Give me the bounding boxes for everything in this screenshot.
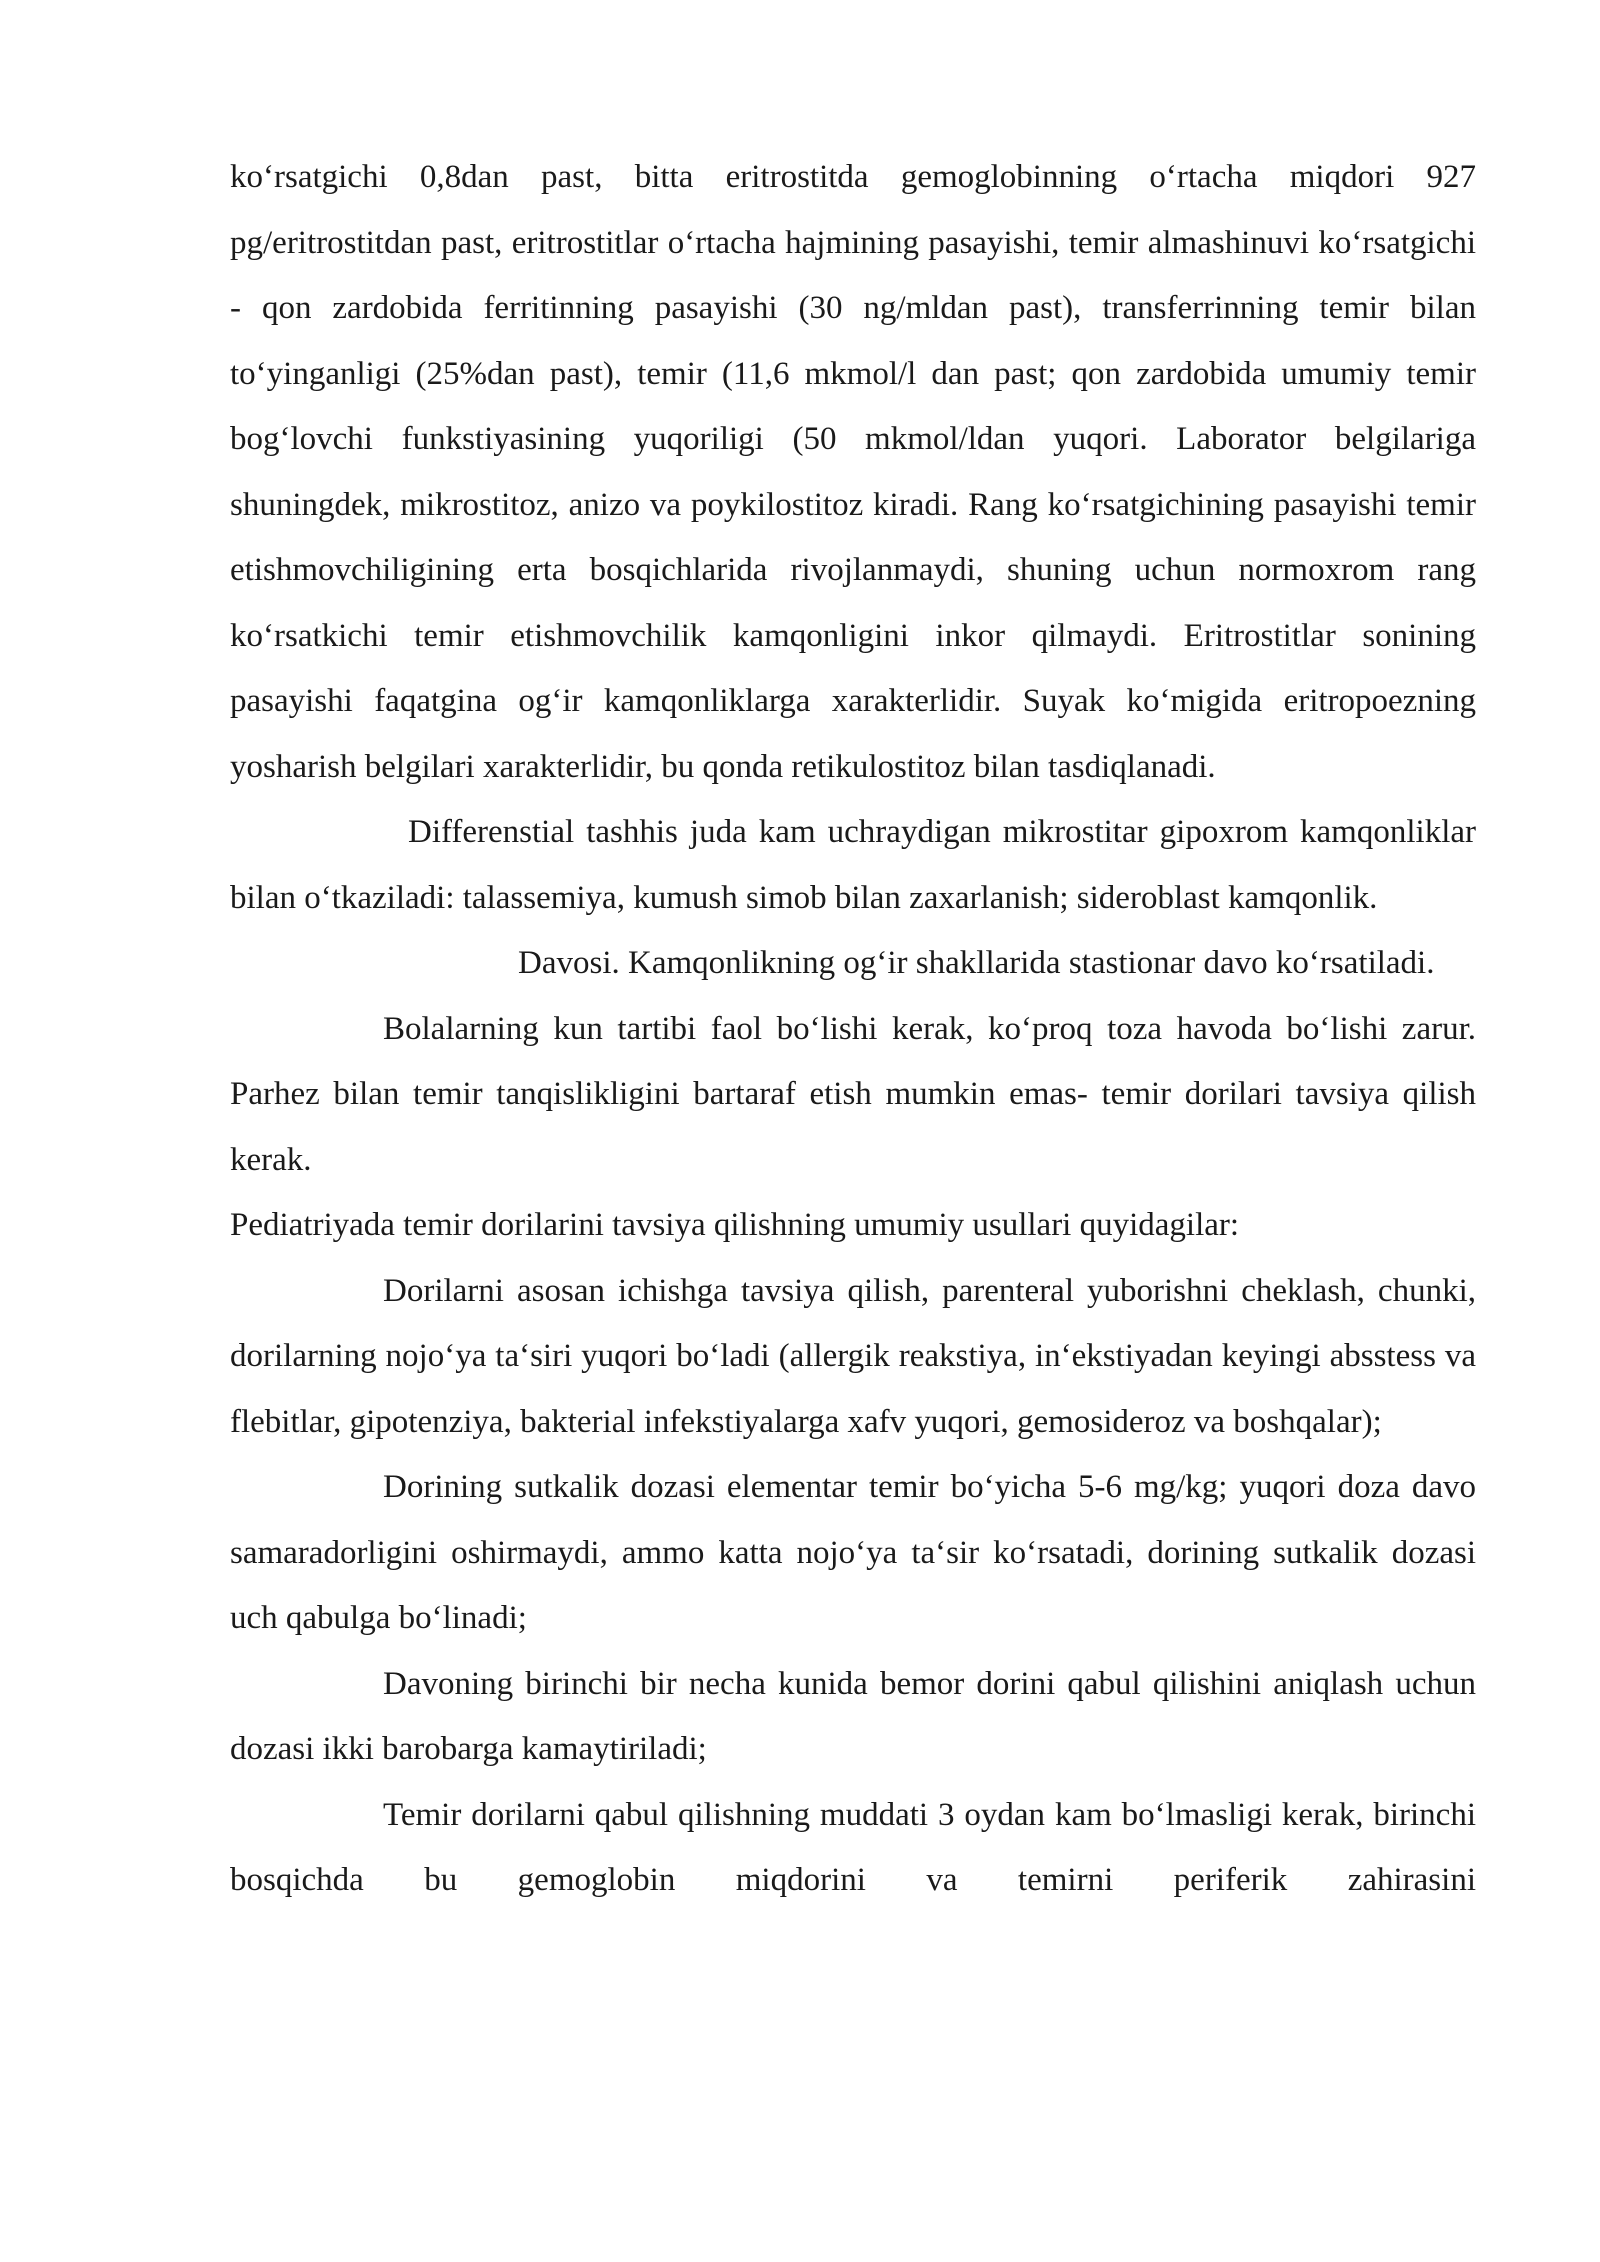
paragraph-regimen: Bolalarning kun tartibi faol bo‘lishi kerak, ko‘proq toza havoda bo‘lishi zarur. Parhez bilan temir tanqislikligini bartaraf etish mumkin emas- temir dorilari tavsiya qilish kerak. <box>230 1010 1476 1178</box>
paragraph-lab-findings: ko‘rsatgichi 0,8dan past, bitta eritrostitda gemoglobinning o‘rtacha miqdori 927 pg/eritrostitdan past, eritrostitlar o‘rtacha hajmining pasayishi, temir almashinuvi ko‘rsatgichi - qon zardobida ferritinning pasayishi (30 ng/mldan past), transferrinning temir bilan to‘yinganligi (25%dan past), temir (11,6 mkmol/l dan past; qon zardobida umumiy temir bog‘lovchi funkstiyasining yuqoriligi (50 mkmol/ldan yuqori. Laborator belgilariga shuningdek, mikrostitoz, anizo va poykilostitoz kiradi. Rang ko‘rsatgichining pasayishi temir etishmovchiligining erta bosqichlarida rivojlanmaydi, shuning uchun normoxrom rang ko‘rsatkichi temir etishmovchilik kamqonligini inkor qilmaydi. Eritrostitlar sonining pasayishi faqatgina og‘ir kamqonliklarga xarakterlidir. Suyak ko‘migida eritropoezning yosharish belgilari xarakterlidir, bu qonda retikulostitoz bilan tasdiqlanadi. <box>230 159 1476 785</box>
paragraph-treatment-heading: Davosi. Kamqonlikning og‘ir shakllarida stastionar davo ko‘rsatiladi. <box>518 945 1435 981</box>
paragraph-daily-dose: Dorining sutkalik dozasi elementar temir bo‘yicha 5-6 mg/kg; yuqori doza davo samaradorligini oshirmaydi, ammo katta nojo‘ya ta‘sir ko‘rsatadi, dorining sutkalik dozasi uch qabulga bo‘linadi; <box>230 1469 1476 1636</box>
document-body <box>230 145 1476 1914</box>
paragraph-oral-administration: Dorilarni asosan ichishga tavsiya qilish, parenteral yuborishni cheklash, chunki, dorilarning nojo‘ya ta‘siri yuqori bo‘ladi (allergik reakstiya, in‘ekstiyadan keyingi absstess va flebitlar, gipotenziya, bakterial infekstiyalarga xafv yuqori, gemosideroz va boshqalar); <box>230 1272 1476 1440</box>
paragraph-initial-dose: Davoning birinchi bir necha kunida bemor dorini qabul qilishini aniqlash uchun dozasi ikki barobarga kamaytiriladi; <box>230 1665 1476 1767</box>
paragraph-differential-diagnosis: Differenstial tashhis juda kam uchraydigan mikrostitar gipoxrom kamqonliklar bilan o‘tkaziladi: talassemiya, kumush simob bilan zaxarlanish; sideroblast kamqonlik. <box>230 814 1476 916</box>
paragraph-general-methods-intro: Pediatriyada temir dorilarini tavsiya qilishning umumiy usullari quyidagilar: <box>230 1207 1240 1243</box>
paragraph-treatment-duration: Temir dorilarni qabul qilishning muddati 3 oydan kam bo‘lmasligi kerak, birinchi bosqichda bu gemoglobin miqdorini va temirni periferik zahirasini <box>230 1796 1476 1898</box>
